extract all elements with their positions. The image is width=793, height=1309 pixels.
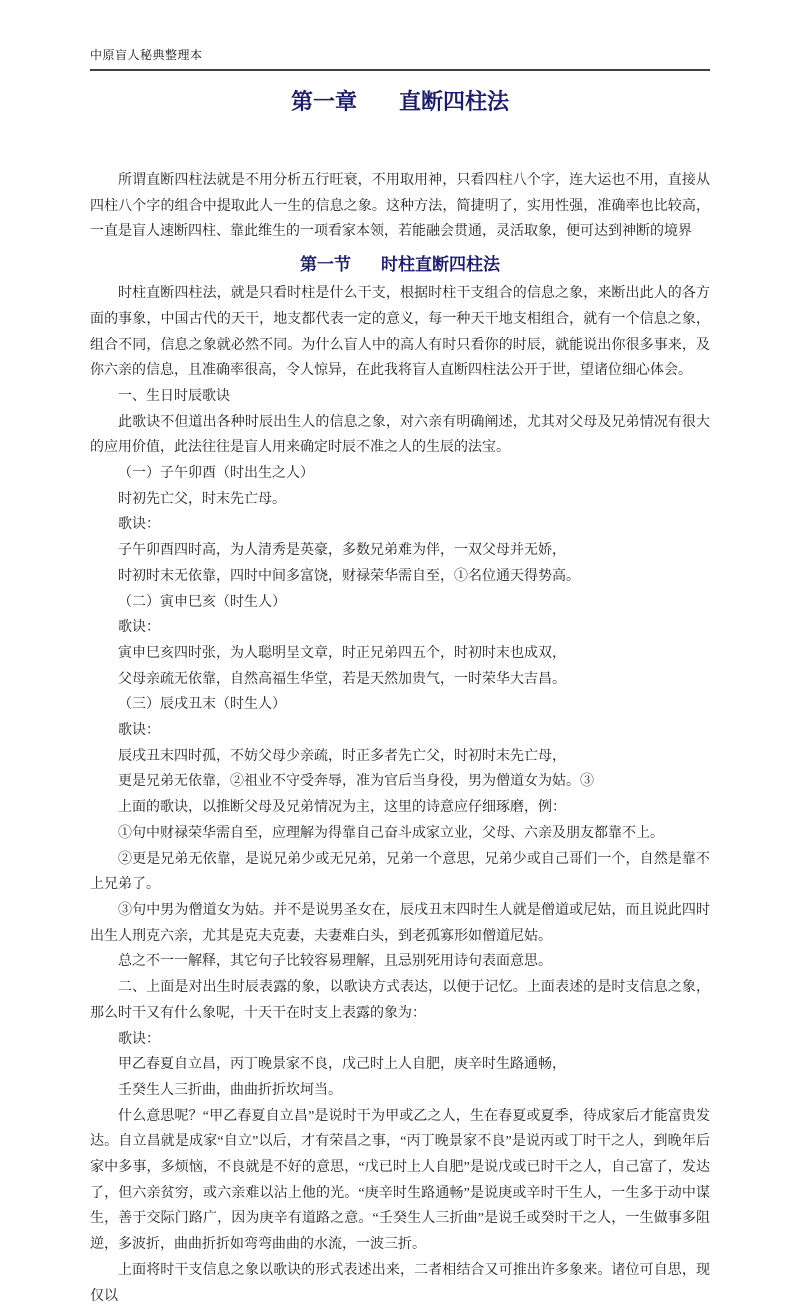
paragraph: 上面的歌诀，以推断父母及兄弟情况为主，这里的诗意应仔细琢磨，例： — [118, 800, 566, 816]
paragraph: 时柱直断四柱法，就是只看时柱是什么干支，根据时柱干支组合的信息之象，来断出此人的各方面的事象，中国古代的天干，地支都代表一定的意义，每一种天干地支相组合，就有一个信息之象，组合不同，信息之象就必然不同。为什么盲人中的高人有时只看你的时辰，就能说出你很多事来，及你六亲的信息，且准确率很高，令人惊异，在此我将盲人直断四柱法公开于世，望诸位细心体会。 — [90, 286, 710, 379]
paragraph: 歌诀： — [118, 620, 160, 636]
page-header — [90, 46, 710, 71]
paragraph: 歌诀： — [118, 1031, 160, 1047]
paragraph: 二、上面是对出生时辰表露的象，以歌诀方式表达，以便于记忆。上面表述的是时支信息之象，那么时干又有什么象呢，十天干在时支上表露的象为： — [90, 980, 710, 1021]
paragraph: 辰戌丑末四时孤，不妨父母少亲疏，时正多者先亡父，时初时末先亡母， — [118, 748, 566, 764]
paragraph: （一）子午卯酉（时出生之人） — [118, 466, 314, 482]
paragraph: ②更是兄弟无依靠，是说兄弟少或无兄弟，兄弟一个意思，兄弟少或自己哥们一个，自然是靠不上兄弟了。 — [90, 851, 710, 893]
paragraph: ①句中财禄荣华需自至，应理解为得靠自己奋斗成家立业，父母、六亲及朋友都靠不上。 — [118, 825, 664, 841]
paragraph: 歌诀： — [118, 517, 160, 533]
paragraph: 壬癸生人三折曲，曲曲折折坎坷当。 — [118, 1082, 342, 1098]
chapter-title: 直断四柱法 — [399, 89, 510, 114]
paragraph: 上面将时干支信息之象以歌诀的形式表述出来，二者相结合又可推出许多象来。诸位可自思，现仅以 — [90, 1262, 710, 1304]
chapter-label: 第一章 — [290, 89, 357, 114]
chapter-heading — [90, 85, 710, 116]
paragraph: 此歌诀不但道出各种时辰出生人的信息之象，对六亲有明确阐述，尤其对父母及兄弟情况有很大的应用价值，此法往往是盲人用来确定时辰不准之人的生辰的法宝。 — [90, 414, 710, 456]
paragraph: 父母亲疏无依靠，自然高福生华堂，若是天然加贵气，一时荣华大吉昌。 — [118, 671, 566, 687]
paragraph: ③句中男为僧道女为姑。并不是说男圣女在，辰戌丑末四时生人就是僧道或尼姑，而且说此四时出生人刑克六亲，尤其是克夫克妻，夫妻难白头，到老孤寡形如僧道尼姑。 — [90, 902, 710, 944]
paragraph: 总之不一一解释，其它句子比较容易理解，且忌别死用诗句表面意思。 — [118, 954, 552, 970]
paragraph: （二）寅申巳亥（时生人） — [118, 594, 286, 610]
paragraph: （三）辰戌丑末（时生人） — [118, 697, 286, 713]
paragraph: 所谓直断四柱法就是不用分析五行旺衰，不用取用神，只看四柱八个字，连大运也不用，直接从四柱八个字的组合中提取此人一生的信息之象。这种方法，简捷明了，实用性强，准确率也比较高，一直是盲人速断四柱、靠此维生的一项看家本领，若能融会贯通，灵活取象，便可达到神断的境界 — [90, 173, 710, 240]
header-title: 中原盲人秘典整理本 — [90, 48, 203, 62]
paragraph: 寅申巳亥四时张，为人聪明呈文章，时正兄弟四五个，时初时末也成双， — [118, 645, 566, 661]
paragraph: 歌诀： — [118, 723, 160, 739]
paragraph: 一、生日时辰歌诀 — [118, 388, 230, 404]
paragraph: 更是兄弟无依靠，②祖业不守受奔辱，准为官后当身役，男为僧道女为姑。③ — [118, 774, 594, 790]
section-heading — [90, 250, 710, 275]
paragraph: 时初先亡父，时末先亡母。 — [118, 491, 286, 507]
paragraph: 什么意思呢？“甲乙春夏自立昌”是说时干为甲或乙之人，生在春夏或夏季，待成家后才能富贵发达。自立昌就是成家“自立”以后，才有荣昌之事，“丙丁晚景家不良”是说丙或丁时干之人，到晚年后家中多事，多烦恼，不良就是不好的意思，“戊已时上人自肥”是说戊或已时干之人，自己富了，发达了，但六亲贫穷，或六亲难以沾上他的光。“庚辛时生路通畅”是说庚或辛时干生人，一生多于动中谋生，善于交际门路广，因为庚辛有道路之意。“壬癸生人三折曲”是说壬或癸时干之人，一生做事多阻逆，多波折，曲曲折折如弯弯曲曲的水流，一波三折。 — [90, 1108, 710, 1253]
paragraph: 甲乙春夏自立昌，丙丁晚景家不良，戊己时上人自肥，庚辛时生路通畅， — [118, 1057, 566, 1073]
paragraph: 时初时末无依靠，四时中间多富饶，财禄荣华需自至，①名位通天得势高。 — [118, 568, 580, 584]
section-label: 第一节 — [300, 255, 351, 275]
document-body — [90, 168, 710, 1309]
paragraph: 子午卯酉四时高，为人清秀是英豪，多数兄弟难为伴，一双父母并无娇， — [118, 543, 566, 559]
section-title: 时柱直断四柱法 — [381, 255, 500, 275]
